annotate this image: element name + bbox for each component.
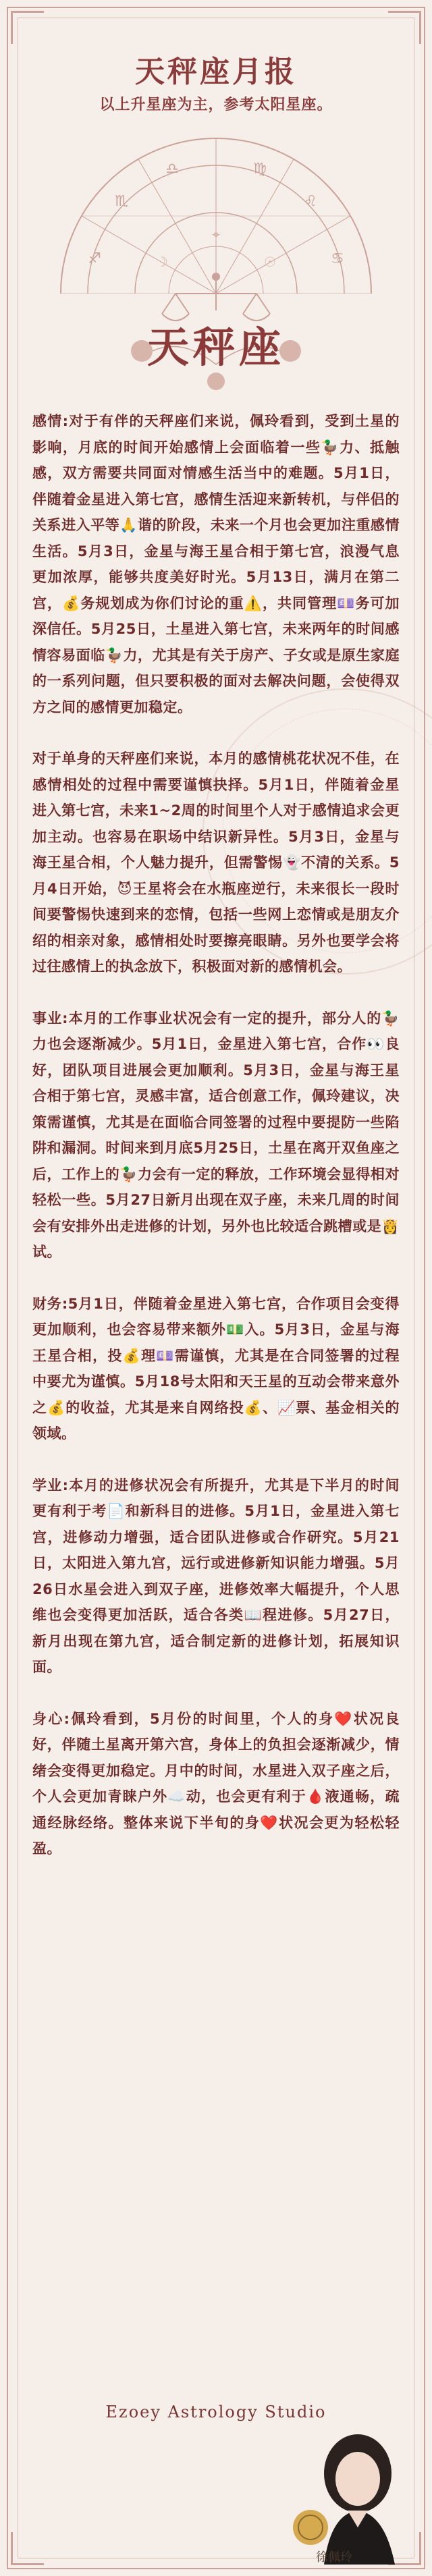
sign-title: 天秤座	[146, 323, 285, 372]
signature: 徐佩玲	[316, 2550, 352, 2565]
svg-text:☉: ☉	[264, 254, 276, 270]
section-love-coupled: 感情:对于有伴的天秤座们来说，佩玲看到，受到土星的影响，月底的时间开始感情上会面临着一些🦆力、抵触感，双方需要共同面对情感生活当中的难题。5月1日，伴随着金星进入第七宫，感情生活迎来新转机，与伴侣的关系进入平等🙏谐的阶段，未来一个月也会更加注重感情生活。5月3日，金星与海王星合相于第七宫，浪漫气息更加浓厚，能够共度美好时光。5月13日，满月在第二宫，💰务规划成为你们讨论的重⚠️，共同管理💷务可加深信任。5月25日，土星进入第七宫，未来两年的时间感情容易面临🦆力，尤其是有关于房产、子女或是原生家庭的一系列问题，但只要积极的面对去解决问题，会使得双方之间的感情更加稳定。	[32, 413, 400, 715]
report-content	[32, 408, 400, 1888]
corner-ornament	[388, 11, 421, 44]
corner-ornament	[11, 11, 44, 44]
page-title: 天秤座月报	[135, 55, 297, 89]
section-career: 事业:本月的工作事业状况会有一定的提升，部分人的🦆力也会逐渐减少。5月1日，金星进入第七宫，合作👀良好，团队项目进展会更加顺利。5月3日，金星与海王星合相于第七宫，灵感丰富，适合创意工作，佩玲建议，决策需谨慎，尤其是在面临合同签署的过程中要提防一些陷阱和漏洞。时间来到月底5月25日，土星在离开双鱼座之后，工作上的🦆力会有一定的释放，工作环境会显得相对轻松一些。5月27日新月出现在双子座，未来几周的时间会有安排外出走进修的计划，另外也比较适合跳槽或是👸试。	[32, 1010, 400, 1260]
section-study: 学业:本月的进修状况会有所提升，尤其是下半月的时间更有利于考📄和新科目的进修。5月1日，金星进入第七宫，进修动力增强，适合团队进修或合作研究。5月21日，太阳进入第九宫，远行或进修新知识能力增强。5月26日水星会进入到双子座，进修效率大幅提升，个人思维也会变得更加活跃，适合各类📖程进修。5月27日，新月出现在第九宫，适合制定新的进修计划，拓展知识面。	[32, 1477, 400, 1675]
svg-text:♐: ♐	[88, 250, 101, 267]
svg-text:♏: ♏	[115, 193, 128, 210]
section-love-single: 对于单身的天秤座们来说，本月的感情桃花状况不佳，在感情相处的过程中需要谨慎抉择。5月1日，伴随着金星进入第七宫，未来1~2周的时间里个人对于感情追求会更加主动。也容易在职场中结识新异性。5月3日，金星与海王星合相，个人魅力提升，但需警惕👻不清的关系。5月4日开始，😈王星将会在水瓶座逆行，未来很长一段时间要警惕快速到来的恋情，包括一些网上恋情或是朋友介绍的相亲对象，感情相处时要擦亮眼睛。另外也要学会将过往感情上的执念放下，积极面对新的感情机会。	[32, 750, 400, 975]
corner-ornament	[11, 2532, 44, 2565]
svg-text:♍: ♍	[253, 161, 267, 177]
section-finance: 财务:5月1日，伴随着金星进入第七宫，合作项目会变得更加顺利，也会容易带来额外💵入。5月3日，金星与海王星合相，投💰理💷需谨慎，尤其是在合同签署的过程中要尤为谨慎。5月18号太阳和天王星的互动会带来意外之💰的收益，尤其是来自网络投💰、📈票、基金相关的领域。	[32, 1295, 400, 1442]
section-health: 身心:佩玲看到，5月份的时间里，个人的身❤️状况良好，伴随土星离开第六宫，身体上的负担会逐渐减少，情绪会变得更加稳定。月中的时间，水星进入双子座之后，个人会更加青睐户外☁️动，也会更有利于🩸液通畅，疏通经脉经络。整体来说下半旬的身❤️状况会更为轻松轻盈。	[32, 1710, 400, 1857]
svg-text:✦: ✦	[210, 227, 222, 243]
svg-text:♎: ♎	[165, 161, 179, 177]
studio-name: Ezoey Astrology Studio	[105, 2403, 327, 2421]
page-subtitle: 以上升星座为主，参考太阳星座。	[99, 97, 333, 113]
svg-text:☽: ☽	[156, 254, 168, 270]
astrologer-portrait-icon	[284, 2426, 418, 2565]
svg-text:♋: ♋	[331, 250, 344, 267]
svg-text:♌: ♌	[304, 193, 317, 210]
